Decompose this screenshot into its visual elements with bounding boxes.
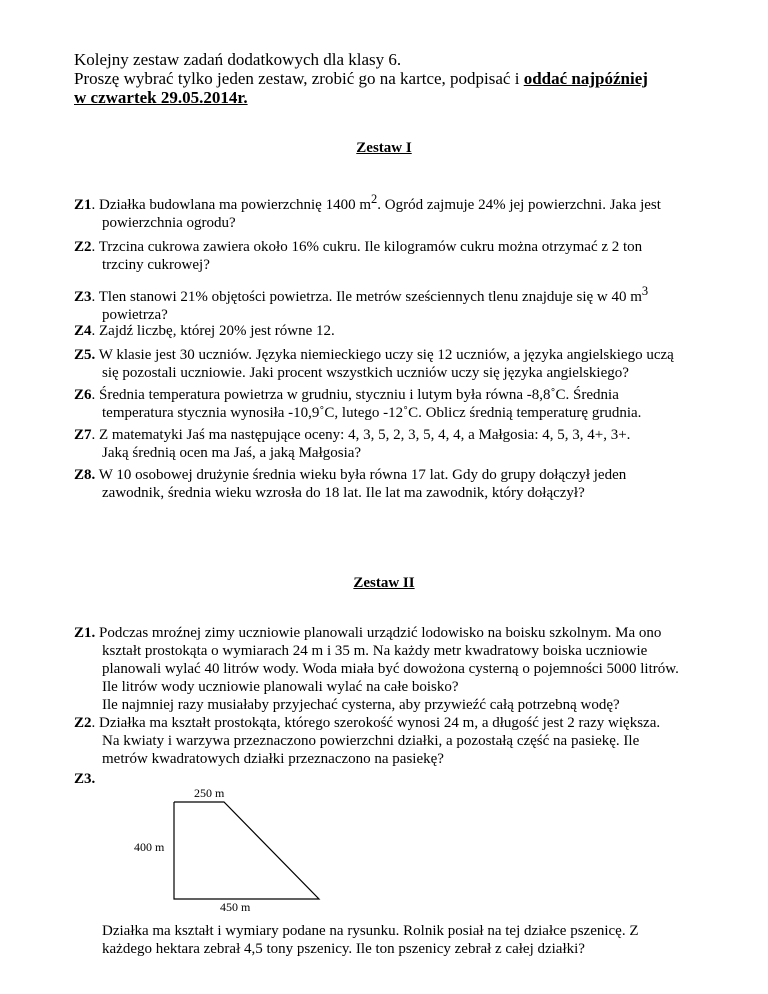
task-label: Z7 — [74, 427, 92, 443]
header-line-2 — [74, 69, 714, 88]
task-text-line2: temperatura stycznia wynosiła -10,9˚C, lutego -12˚C. Oblicz średnią temperaturę grudnia. — [102, 405, 642, 421]
task-text-line2: powietrza? — [102, 307, 168, 323]
header-line-1: Kolejny zestaw zadań dodatkowych dla klasy 6. — [74, 50, 402, 69]
set2-task-z2 — [74, 714, 714, 768]
header-deadline-part2: w czwartek 29.05.2014r. — [74, 88, 248, 107]
set1-task-z5 — [74, 346, 714, 382]
set1-task-z6 — [74, 386, 714, 422]
task-label: Z2 — [74, 239, 92, 255]
task-text: . Działka budowlana ma powierzchnię 1400 m — [91, 197, 372, 213]
set-2-title: Zestaw II — [353, 575, 415, 591]
superscript: 2 — [371, 192, 378, 206]
task-text-line3: metrów kwadratowych działki przeznaczono na pasiekę? — [102, 751, 444, 767]
set1-task-z1 — [74, 190, 714, 232]
set1-task-z4 — [74, 322, 714, 340]
label-bottom-side: 450 m — [220, 900, 251, 914]
task-label: Z6 — [74, 387, 92, 403]
task-label: Z3. — [74, 771, 96, 787]
task-text-line2: każdego hektara zebrał 4,5 tony pszenicy. Ile ton pszenicy zebrał z całej działki? — [102, 941, 585, 957]
label-left-side: 400 m — [134, 840, 165, 854]
task-label: Z5. — [74, 347, 96, 363]
task-label: Z8. — [74, 467, 96, 483]
set2-task-z3-text — [74, 922, 714, 958]
header — [74, 50, 714, 107]
task-text-line2: Jaką średnią ocen ma Jaś, a jaką Małgosia? — [102, 445, 362, 461]
set1-task-z7 — [74, 426, 714, 462]
header-deadline-part1: oddać najpóźniej — [523, 69, 648, 88]
task-label: Z1. — [74, 625, 96, 641]
task-text: . Zajdź liczbę, której 20% jest równe 12. — [91, 323, 335, 339]
task-text-line2: powierzchnia ogrodu? — [102, 215, 236, 231]
set1-task-z8 — [74, 466, 714, 502]
task-text-line3: planowali wylać 40 litrów wody. Woda miała być dowożona cysterną o pojemności 5000 litrów. — [102, 661, 679, 677]
task-text: . Średnia temperatura powietrza w grudniu, styczniu i lutym była równa -8,8˚C. Średnia — [91, 387, 619, 403]
header-line-2-text: Proszę wybrać tylko jeden zestaw, zrobić go na kartce, podpisać i — [74, 69, 524, 88]
set-1-title: Zestaw I — [356, 140, 412, 156]
superscript: 3 — [641, 284, 649, 298]
task-text: . Trzcina cukrowa zawiera około 16% cukru. Ile kilogramów cukru można otrzymać z 2 ton — [91, 239, 643, 255]
task-text-line5: Ile najmniej razy musiałaby przyjechać cysterna, aby przywieźć całą potrzebną wodę? — [102, 697, 620, 713]
label-top-side: 250 m — [194, 786, 225, 800]
task-text-line4: Ile litrów wody uczniowie planowali wylać na całe boisko? — [102, 679, 459, 695]
set1-task-z2 — [74, 238, 714, 274]
task-text: Podczas mroźnej zimy uczniowie planowali urządzić lodowisko na boisku szkolnym. Ma ono — [95, 625, 662, 641]
task-text: . Tlen stanowi 21% objętości powietrza. Ile metrów sześciennych tlenu znajduje się w 40 m — [91, 289, 642, 305]
task-text-line2: się pozostali uczniowie. Jaki procent wszystkich uczniów uczy się języka angielskiego? — [102, 365, 629, 381]
trapezoid-shape — [174, 802, 319, 899]
task-text-line1: Działka ma kształt i wymiary podane na rysunku. Rolnik posiał na tej działce pszenicę. Z — [102, 923, 639, 939]
task-label: Z3 — [74, 289, 92, 305]
task-text: . Z matematyki Jaś ma następujące oceny: 4, 3, 5, 2, 3, 5, 4, 4, a Małgosia: 4, 5, 3, 4+, 3+. — [91, 427, 631, 443]
set1-task-z3 — [74, 282, 714, 324]
task-label: Z2 — [74, 715, 92, 731]
task-label: Z4 — [74, 323, 92, 339]
task-text-line2: trzciny cukrowej? — [102, 257, 210, 273]
task-text: . Działka ma kształt prostokąta, którego szerokość wynosi 24 m, a długość jest 2 razy większa. — [91, 715, 661, 731]
set2-task-z1 — [74, 624, 714, 714]
task-text: W 10 osobowej drużynie średnia wieku była równa 17 lat. Gdy do grupy dołączył jeden — [95, 467, 627, 483]
task-text-line2: Na kwiaty i warzywa przeznaczono powierzchni działki, a pozostałą część na pasiekę. Ile — [102, 733, 640, 749]
task-label: Z1 — [74, 197, 92, 213]
task-text-line2: kształt prostokąta o wymiarach 24 m i 35 m. Na każdy metr kwadratowy boiska uczniowie — [102, 643, 648, 659]
task-text: W klasie jest 30 uczniów. Języka niemieckiego uczy się 12 uczniów, a języka angielskiego uczą — [95, 347, 674, 363]
task-text-line2: zawodnik, średnia wieku wzrosła do 18 lat. Ile lat ma zawodnik, który dołączył? — [102, 485, 585, 501]
task-text-cont: . Ogród zajmuje 24% jej powierzchni. Jaka jest — [377, 197, 661, 213]
